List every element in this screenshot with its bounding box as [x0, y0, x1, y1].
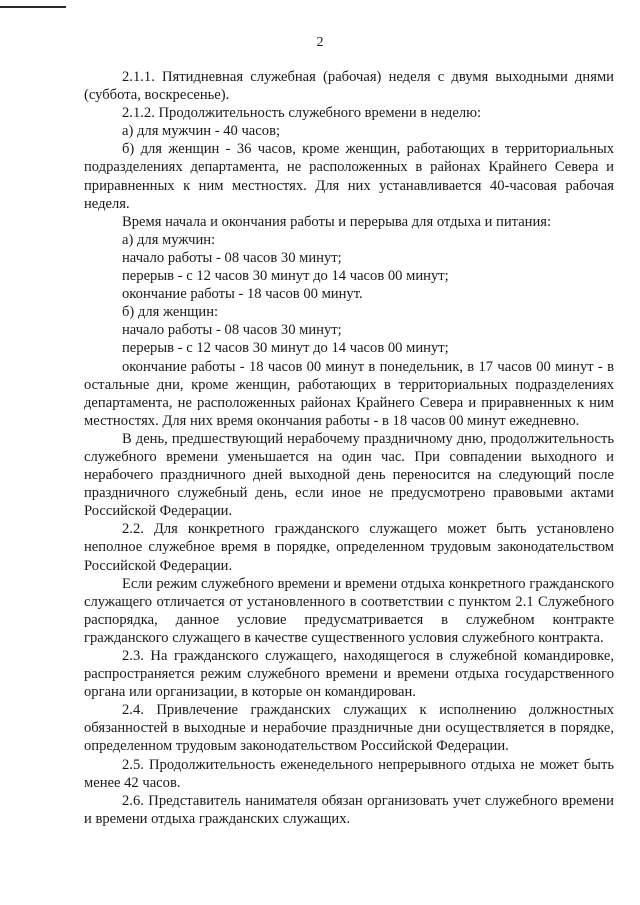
paragraph: 2.6. Представитель нанимателя обязан организовать учет служебного времени и времени отдыха гражданских служащих. — [84, 792, 614, 827]
list-item: перерыв - с 12 часов 30 минут до 14 часов 00 минут; — [122, 340, 449, 357]
paragraph: 2.1.1. Пятидневная служебная (рабочая) неделя с двумя выходными днями (суббота, воскресенье). — [84, 69, 614, 104]
list-item: начало работы - 08 часов 30 минут; — [122, 249, 342, 266]
paragraph: 2.2. Для конкретного гражданского служащего может быть установлено неполное служебное время в порядке, определенном трудовым законодательством Российской Федерации. — [84, 521, 614, 574]
paragraph: В день, предшествующий нерабочему праздничному дню, продолжительность служебного времени уменьшается на один час. При совпадении выходного и нерабочего праздничного дней выходной день переносится на следующий после праздничного служебный день, если иное не предусмотрено правовыми актами Российской Федерации. — [84, 430, 614, 520]
paragraph: 2.5. Продолжительность еженедельного непрерывного отдыха не может быть менее 42 часов. — [84, 756, 614, 791]
paragraph: Если режим служебного времени и времени отдыха конкретного гражданского служащего отличается от установленного в соответствии с пунктом 2.1 Служебного распорядка, данное условие предусматривается в служебном контракте гражданского служащего в качестве существенного условия служебного контракта. — [84, 575, 614, 646]
paragraph: 2.1.2. Продолжительность служебного времени в неделю: — [122, 105, 482, 122]
list-item: перерыв - с 12 часов 30 минут до 14 часов 00 минут; — [122, 268, 449, 285]
list-item: окончание работы - 18 часов 00 минут. — [122, 286, 363, 303]
list-item: начало работы - 08 часов 30 минут; — [122, 322, 342, 339]
list-item: Время начала и окончания работы и перерыва для отдыха и питания: — [122, 213, 552, 230]
top-edge-rule — [0, 6, 66, 8]
list-item: а) для мужчин: — [122, 231, 216, 248]
list-item: б) для женщин: — [122, 304, 219, 321]
document-body — [84, 68, 614, 828]
paragraph: 2.3. На гражданского служащего, находящегося в служебной командировке, распространяется режим служебного времени и времени отдыха государственного органа или организации, в которые он командирован. — [84, 648, 614, 701]
list-item: а) для мужчин - 40 часов; — [122, 123, 281, 140]
paragraph: 2.4. Привлечение гражданских служащих к исполнению должностных обязанностей в выходные и нерабочие праздничные дни осуществляется в порядке, определенном трудовым законодательством Российской Федерации. — [84, 702, 614, 755]
paragraph: окончание работы - 18 часов 00 минут в понедельник, в 17 часов 00 минут - в остальные дни, кроме женщин, работающих в территориальных подразделениях департамента, не расположенных районах Крайнего Севера и приравненных к ним местностях. Для них время окончания работы - в 18 часов 00 минут ежедневно. — [84, 358, 614, 429]
page-number: 2 — [316, 35, 324, 50]
paragraph: б) для женщин - 36 часов, кроме женщин, работающих в территориальных подразделениях департамента, не расположенных в районах Крайнего Севера и приравненных к ним местностях. Для них устанавливается 40-часовая рабочая неделя. — [84, 141, 614, 212]
